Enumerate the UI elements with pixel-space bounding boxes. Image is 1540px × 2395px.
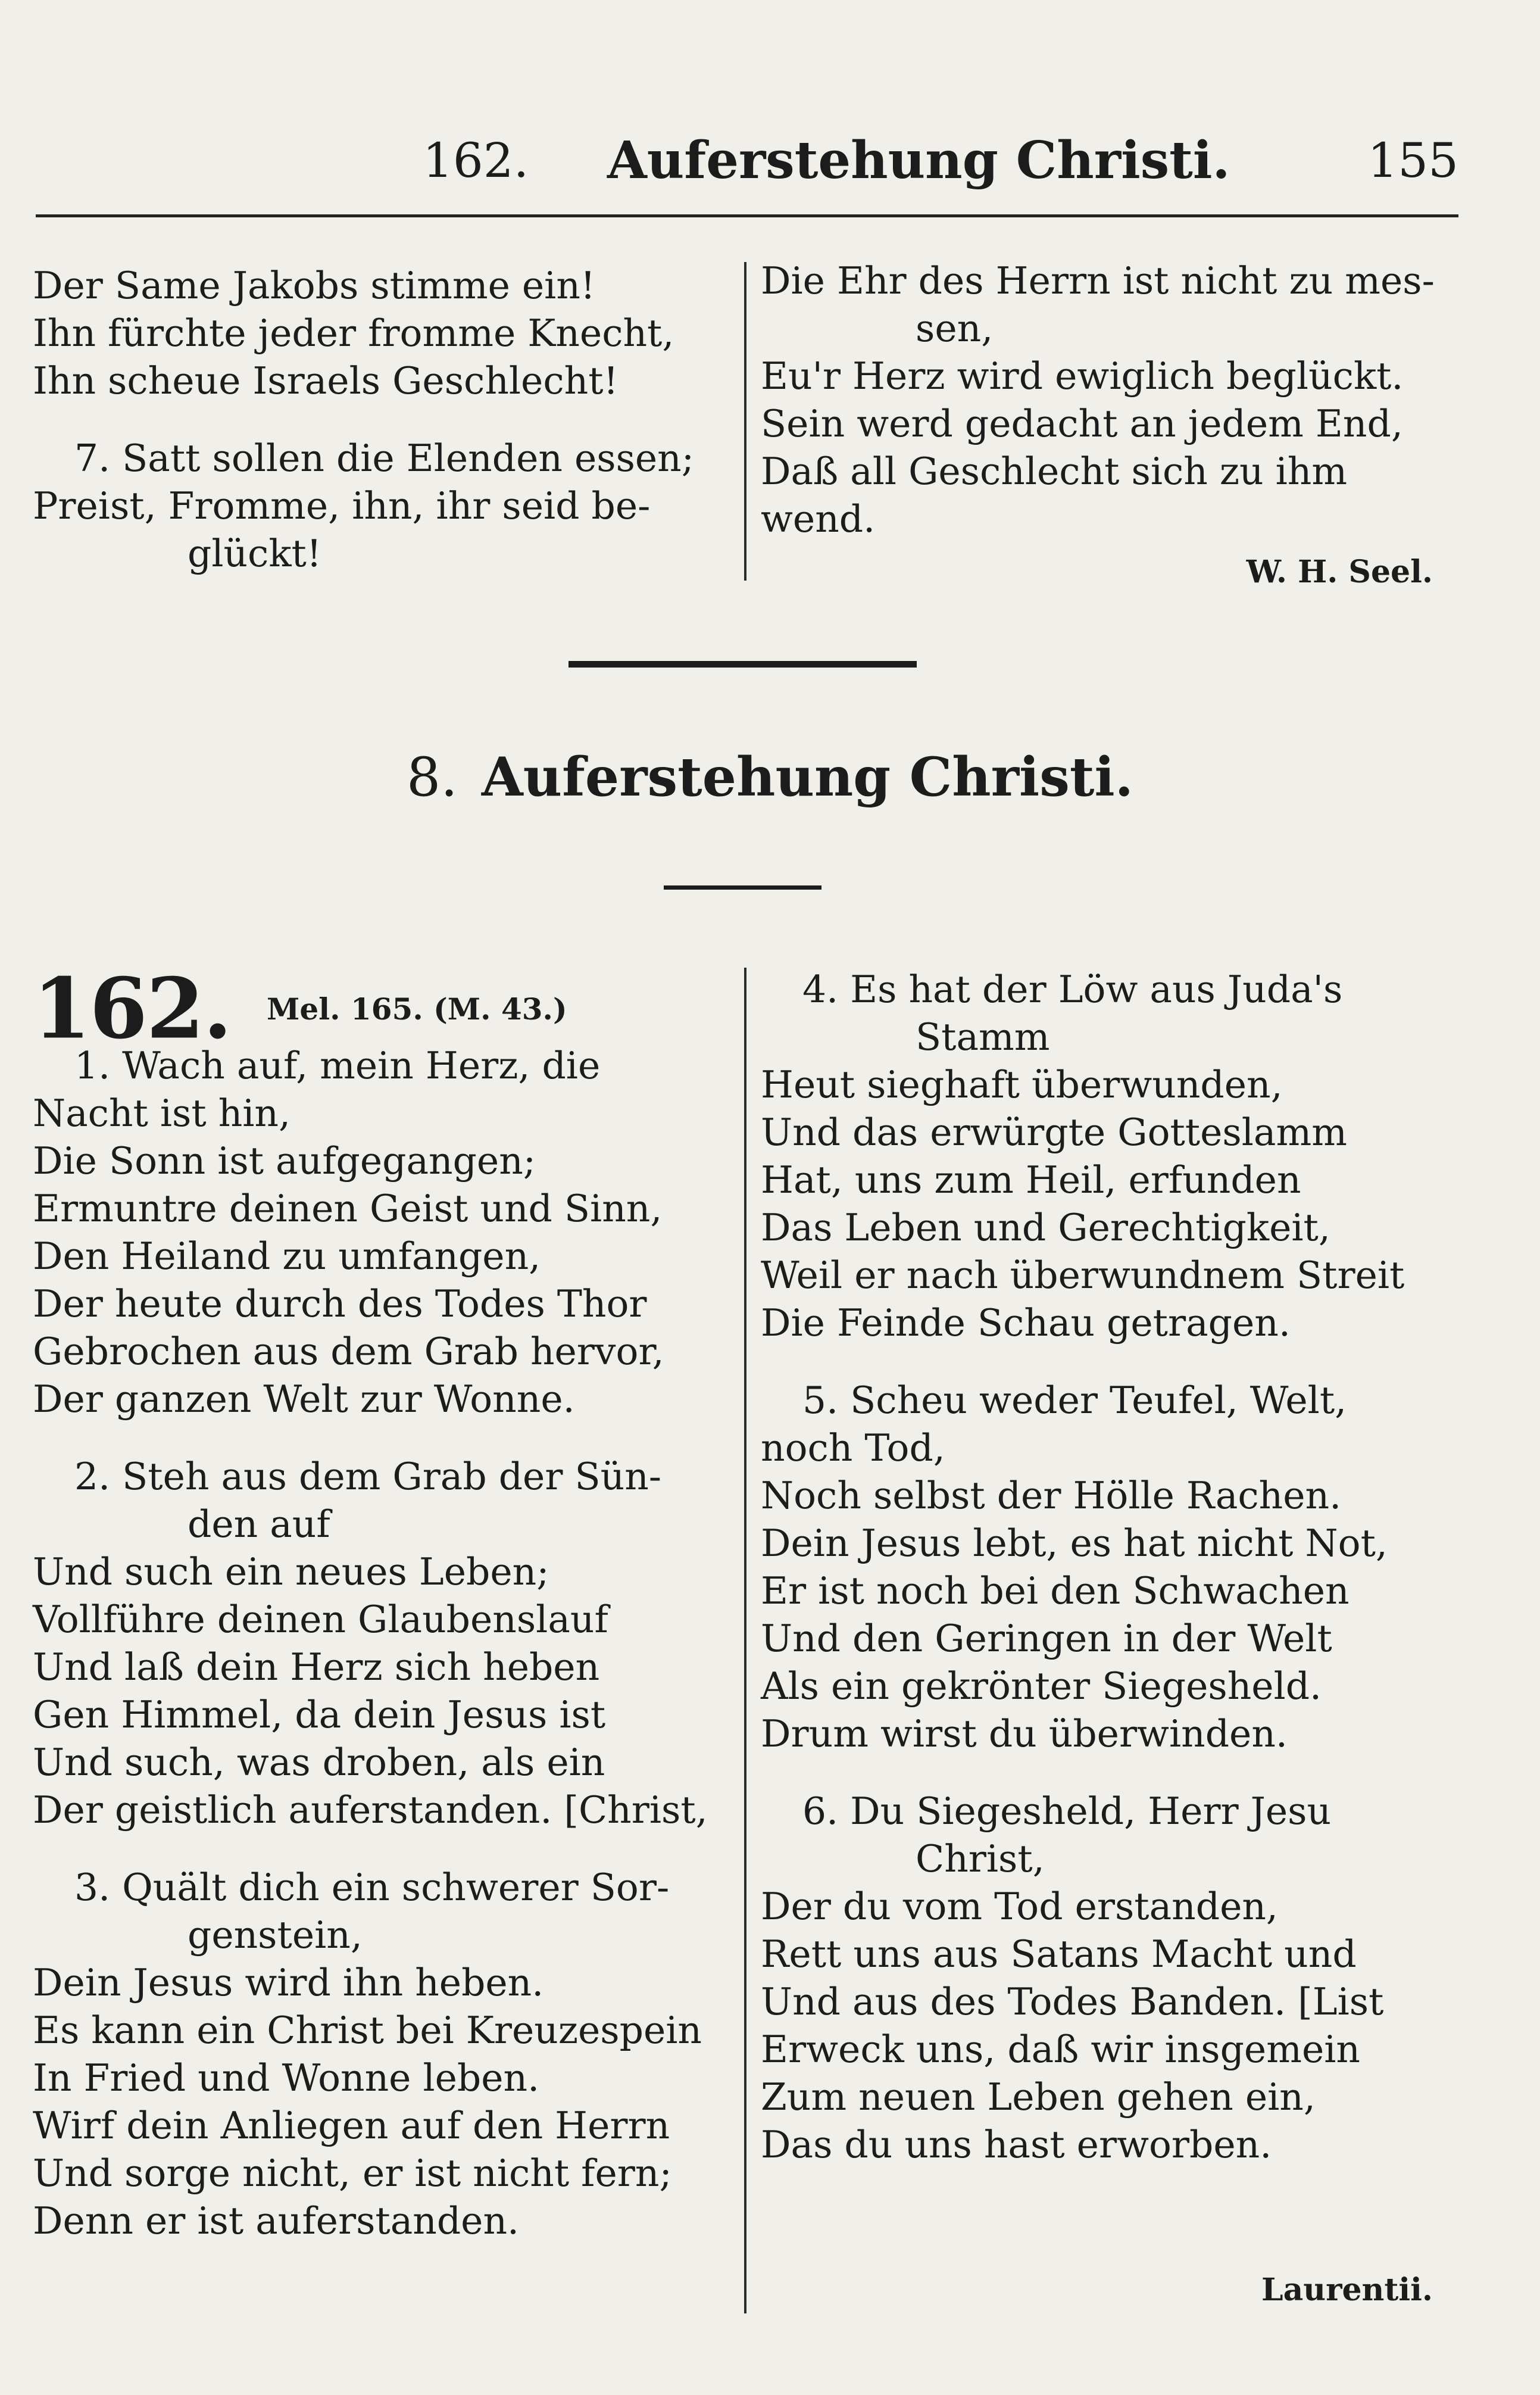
verse-line: Dein Jesus lebt, es hat nicht Not, (761, 1521, 1388, 1565)
top-right-column (761, 257, 1463, 543)
verse-line: Erweck uns, daß wir insgemein (761, 2028, 1360, 2071)
verse-line: In Fried und Wonne leben. (33, 2056, 540, 2100)
verse-line: Preist, Fromme, ihn, ihr seid be- (33, 484, 651, 528)
verse-line: Das Leben und Gerechtigkeit, (761, 1206, 1330, 1249)
hymn-heading (33, 960, 741, 1058)
verse-line: Und such, was droben, als ein (33, 1741, 605, 1784)
verse-line: Nacht ist hin, (33, 1092, 291, 1135)
verse-line: Hat, uns zum Heil, erfunden (761, 1158, 1301, 1202)
verse-line: 2. Steh aus dem Grab der Sün- (74, 1455, 662, 1498)
verse-line: Es kann ein Christ bei Kreuzespein (33, 2009, 702, 2052)
verse-line: Daß all Geschlecht sich zu ihm (761, 450, 1348, 493)
verse-gap (33, 1423, 741, 1453)
verse-gap (761, 1347, 1463, 1377)
verse-line: Die Sonn ist aufgegangen; (33, 1139, 536, 1183)
hymn-left-verses (33, 1042, 741, 2245)
section-rule-upper (568, 661, 917, 668)
verse-line: Weil er nach überwundnem Streit (761, 1253, 1405, 1297)
header-title: Auferstehung Christi. (607, 130, 1230, 191)
verse-line: Noch selbst der Hölle Rachen. (761, 1474, 1342, 1517)
top-author: W. H. Seel. (1246, 554, 1433, 590)
verse-line: Und den Geringen in der Welt (761, 1617, 1332, 1660)
verse-line: Gebrochen aus dem Grab hervor, (33, 1330, 664, 1373)
header-rule (36, 214, 1458, 217)
section-number: 8. (406, 746, 458, 809)
verse-line: Das du uns hast erworben. (761, 2123, 1272, 2166)
column-divider-top (744, 262, 746, 581)
hymn-right-verses (761, 966, 1463, 2169)
verse-line: Gen Himmel, da dein Jesus ist (33, 1693, 606, 1736)
verse-line: Den Heiland zu umfangen, (33, 1234, 541, 1278)
verse-line: Eu'r Herz wird ewiglich beglückt. (761, 354, 1404, 398)
verse-line: noch Tod, (761, 1426, 945, 1470)
verse-line: sen, (916, 307, 994, 350)
page-number: 155 (1367, 133, 1458, 188)
verse-line: Drum wirst du überwinden. (761, 1712, 1288, 1755)
verse-line: Vollführe deinen Glaubenslauf (33, 1598, 608, 1641)
verse-line: Und such ein neues Leben; (33, 1550, 549, 1593)
verse-line: glückt! (188, 532, 322, 575)
hymn-melody: Mel. 165. (M. 43.) (266, 991, 567, 1027)
section-heading (0, 741, 1540, 813)
hymn-author: Laurentii. (1261, 2272, 1433, 2308)
verse-line: Ihn scheue Israels Geschlecht! (33, 359, 619, 403)
verse-gap (761, 1758, 1463, 1788)
verse-line: Der ganzen Welt zur Wonne. (33, 1377, 575, 1421)
top-left-column (33, 262, 729, 578)
verse-line: Die Ehr des Herrn ist nicht zu mes- (761, 259, 1435, 303)
verse-line: Heut sieghaft überwunden, (761, 1063, 1283, 1106)
verse-line: Wirf dein Anliegen auf den Herrn (33, 2104, 670, 2147)
verse-line: Und laß dein Herz sich heben (33, 1645, 600, 1689)
verse-line: 5. Scheu weder Teufel, Welt, (802, 1379, 1347, 1422)
verse-line: 1. Wach auf, mein Herz, die (74, 1044, 601, 1087)
verse-line: Rett uns aus Satans Macht und (761, 1932, 1357, 1976)
verse-line: Dein Jesus wird ihn heben. (33, 1961, 544, 2004)
section-title: Auferstehung Christi. (481, 746, 1134, 809)
verse-line: Christ, (916, 1837, 1045, 1881)
verse-line: Als ein gekrönter Siegesheld. (761, 1664, 1322, 1708)
verse-line: Der Same Jakobs stimme ein! (33, 264, 596, 307)
column-divider-hymn (744, 968, 746, 2313)
verse-line: Denn er ist auferstanden. (33, 2199, 520, 2243)
section-rule-lower (664, 885, 821, 890)
verse-line: Ihn fürchte jeder fromme Knecht, (33, 311, 674, 355)
verse-line: 6. Du Siegesheld, Herr Jesu (802, 1789, 1332, 1833)
verse-line: Stamm (916, 1015, 1050, 1059)
verse-line: Der heute durch des Todes Thor (33, 1282, 647, 1326)
verse-line: 3. Quält dich ein schwerer Sor- (74, 1866, 670, 1909)
verse-line: Der du vom Tod erstanden, (761, 1885, 1278, 1928)
verse-line: genstein, (188, 1913, 363, 1957)
verse-line: Der geistlich auferstanden. [Christ, (33, 1788, 708, 1832)
verse-line: Die Feinde Schau getragen. (761, 1301, 1291, 1345)
verse-line: wend. (761, 497, 876, 541)
header-section-number: 162. (423, 133, 529, 188)
verse-line: Und aus des Todes Banden. [List (761, 1980, 1384, 2023)
running-header (36, 128, 1458, 194)
hymn-left-column (33, 960, 741, 2245)
verse-line: Zum neuen Leben gehen ein, (761, 2075, 1316, 2119)
verse-gap (33, 1834, 741, 1864)
verse-line: Sein werd gedacht an jedem End, (761, 402, 1403, 445)
verse-line: 7. Satt sollen die Elenden essen; (74, 436, 694, 480)
verse-line: Er ist noch bei den Schwachen (761, 1569, 1350, 1613)
hymn-number: 162. (33, 960, 231, 1058)
verse-line: Ermuntre deinen Geist und Sinn, (33, 1187, 663, 1230)
verse-gap (33, 405, 729, 435)
verse-line: Und das erwürgte Gotteslamm (761, 1111, 1347, 1154)
verse-line: 4. Es hat der Löw aus Juda's (802, 968, 1343, 1011)
verse-line: den auf (188, 1502, 330, 1546)
verse-line: Und sorge nicht, er ist nicht fern; (33, 2151, 672, 2195)
